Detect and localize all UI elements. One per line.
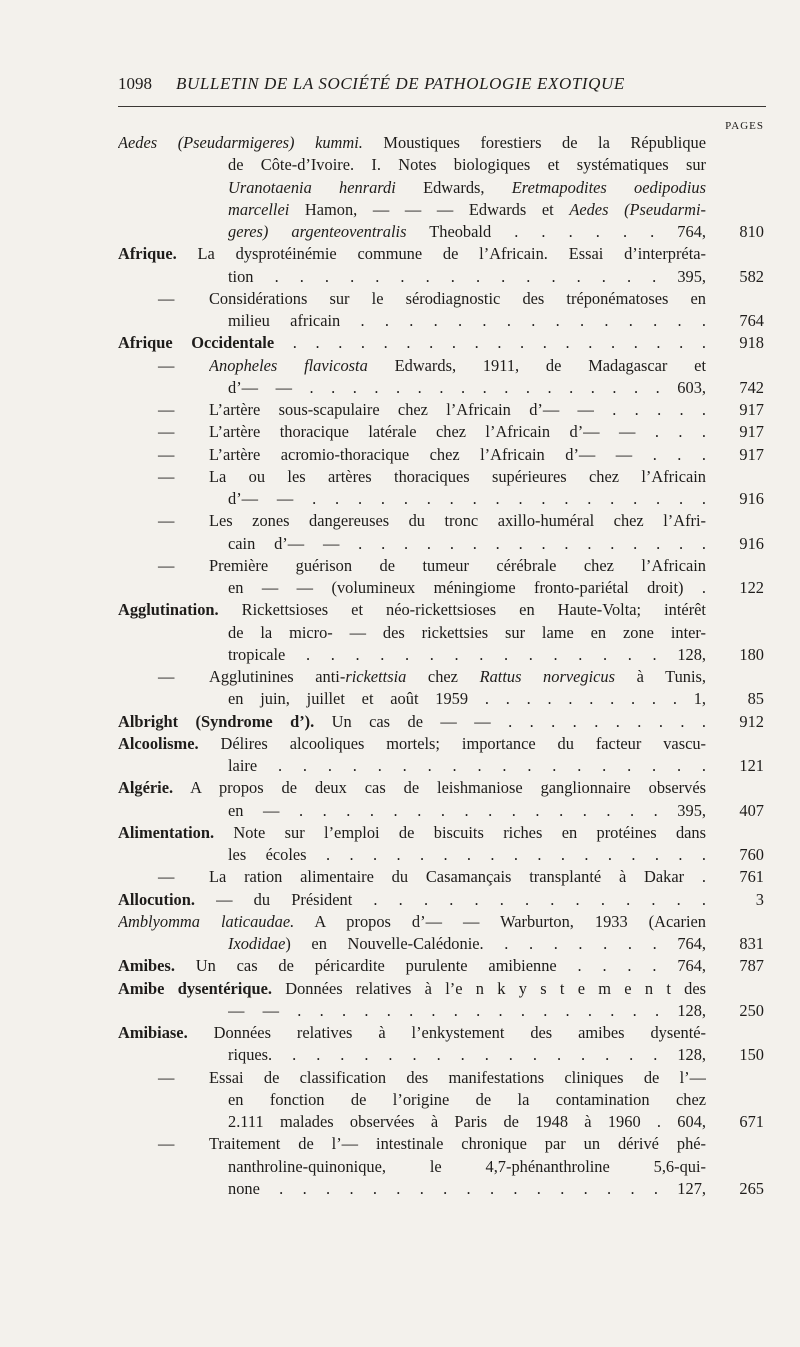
index-line bbox=[0, 288, 800, 310]
index-entry-text: geres) argenteoventralis Theobald . . . . . . 764, bbox=[228, 222, 706, 241]
page-reference: 3 bbox=[755, 889, 764, 909]
page-reference: 671 bbox=[739, 1112, 764, 1131]
page-reference: 916 bbox=[739, 489, 764, 508]
page-reference: 918 bbox=[739, 333, 764, 353]
index-line bbox=[0, 1178, 800, 1200]
index-line bbox=[0, 933, 800, 955]
page-reference: 150 bbox=[739, 1045, 764, 1065]
index-line bbox=[0, 911, 800, 933]
index-entry-text: Traitement de l’— intestinale chronique par un dérivé phé- bbox=[209, 1134, 706, 1154]
index-entry-text: d’— — . . . . . . . . . . . . . . . . . 603, bbox=[228, 377, 706, 397]
index-line bbox=[0, 688, 800, 710]
index-entry-text: Albright (Syndrome d’). Un cas de — — . . . . . . . . . . bbox=[118, 711, 706, 731]
repeat-dash: — bbox=[158, 400, 175, 419]
repeat-dash: — bbox=[158, 422, 175, 442]
index-line bbox=[0, 243, 800, 265]
repeat-dash: — bbox=[158, 288, 175, 308]
index-entry-text: en — — (volumineux méningiome fronto-pariétal droit) . bbox=[228, 578, 706, 597]
index-line bbox=[0, 154, 800, 176]
index-line bbox=[0, 1000, 800, 1022]
index-entry-text: cain d’— — . . . . . . . . . . . . . . . . bbox=[228, 533, 706, 553]
index-entry-text: Agglutinines anti-rickettsia chez Rattus norvegicus à Tunis, bbox=[209, 667, 706, 686]
index-line bbox=[0, 1022, 800, 1044]
page-reference: 265 bbox=[739, 1178, 764, 1198]
page-reference: 121 bbox=[739, 756, 764, 775]
index-entry-text: tropicale . . . . . . . . . . . . . . . 128, bbox=[228, 644, 706, 664]
index-line bbox=[0, 199, 800, 221]
index-entry-text: — — . . . . . . . . . . . . . . . . . 128, bbox=[228, 1000, 706, 1020]
page-reference: 917 bbox=[739, 422, 764, 442]
index-line bbox=[0, 355, 800, 377]
page-reference: 85 bbox=[747, 689, 764, 709]
index-line bbox=[0, 889, 800, 911]
page-reference: 761 bbox=[739, 867, 764, 887]
index-line bbox=[0, 1044, 800, 1066]
index-entry-text: L’artère thoracique latérale chez l’Africain d’— — . . . bbox=[209, 422, 706, 442]
page-reference: 916 bbox=[739, 533, 764, 553]
index-line bbox=[0, 555, 800, 577]
page-reference: 582 bbox=[739, 266, 764, 286]
index-line bbox=[0, 221, 800, 243]
repeat-dash: — bbox=[158, 511, 175, 531]
index-line bbox=[0, 266, 800, 288]
index-line bbox=[0, 978, 800, 1000]
index-line bbox=[0, 777, 800, 799]
repeat-dash: — bbox=[158, 867, 175, 887]
repeat-dash: — bbox=[158, 1134, 175, 1154]
index-line bbox=[0, 666, 800, 688]
index-entry-text: Amibes. Un cas de péricardite purulente amibienne . . . . 764, bbox=[118, 956, 706, 976]
page-reference: 180 bbox=[739, 644, 764, 664]
index-entry-text: nanthroline-quinonique, le 4,7-phénanthroline 5,6-qui- bbox=[228, 1156, 706, 1176]
index-line bbox=[0, 599, 800, 621]
page-reference: 917 bbox=[739, 444, 764, 464]
index-entry-text: Anopheles flavicosta Edwards, 1911, de Madagascar et bbox=[209, 355, 706, 375]
index-entry-text: Allocution. — du Président . . . . . . . . . . . . . . bbox=[118, 889, 706, 909]
index-line bbox=[0, 622, 800, 644]
index-line bbox=[0, 510, 800, 532]
index-entry-text: de Côte-d’Ivoire. I. Notes biologiques et systématiques sur bbox=[228, 155, 706, 175]
index-entry-text: marcellei Hamon, — — — Edwards et Aedes (Pseudarmi- bbox=[228, 199, 706, 219]
page-number: 1098 bbox=[118, 74, 152, 93]
index-entry-text: Aedes (Pseudarmigeres) kummi. Moustiques forestiers de la République bbox=[118, 133, 706, 152]
page-reference: 787 bbox=[739, 956, 764, 976]
index-entry-text: en — . . . . . . . . . . . . . . . . 395, bbox=[228, 800, 706, 820]
index-line bbox=[0, 711, 800, 733]
page-reference: 407 bbox=[739, 800, 764, 820]
index-entry-text: Algérie. A propos de deux cas de leishmaniose ganglionnaire observés bbox=[118, 778, 706, 798]
index-line bbox=[0, 577, 800, 599]
index-entry-text: Ixodidae) en Nouvelle-Calédonie. . . . . . . . 764, bbox=[228, 934, 706, 953]
index-entry-text: 2.111 malades observées à Paris de 1948 à 1960 . 604, bbox=[228, 1112, 706, 1131]
index-entry-text: Uranotaenia henrardi Edwards, Eretmapodites oedipodius bbox=[228, 177, 706, 197]
index-line bbox=[0, 1133, 800, 1155]
index-line bbox=[0, 844, 800, 866]
index-entry-text: milieu africain . . . . . . . . . . . . . . . bbox=[228, 311, 706, 330]
index-entry-text: Alcoolisme. Délires alcooliques mortels; importance du facteur vascu- bbox=[118, 733, 706, 753]
repeat-dash: — bbox=[158, 444, 175, 464]
page-reference: 810 bbox=[739, 222, 764, 241]
repeat-dash: — bbox=[158, 555, 175, 575]
index-entry-text: Considérations sur le sérodiagnostic des tréponématoses en bbox=[209, 288, 706, 308]
index-line bbox=[0, 533, 800, 555]
index-entry-text: Amibe dysentérique. Données relatives à l’e n k y s t e m e n t des bbox=[118, 978, 706, 998]
index-entry-text: tion . . . . . . . . . . . . . . . . 395, bbox=[228, 266, 706, 286]
repeat-dash: — bbox=[158, 466, 175, 486]
index-entry-text: Agglutination. Rickettsioses et néo-rickettsioses en Haute-Volta; intérêt bbox=[118, 600, 706, 620]
header-rule bbox=[118, 106, 766, 107]
index-entry-text: laire . . . . . . . . . . . . . . . . . . bbox=[228, 756, 706, 775]
subject-index bbox=[0, 132, 800, 1200]
repeat-dash: — bbox=[158, 355, 175, 375]
repeat-dash: — bbox=[158, 1067, 175, 1087]
index-line bbox=[0, 1111, 800, 1133]
page-reference: 742 bbox=[739, 377, 764, 397]
index-entry-text: Amibiase. Données relatives à l’enkystement des amibes dysenté- bbox=[118, 1023, 706, 1042]
index-entry-text: d’— — . . . . . . . . . . . . . . . . . . bbox=[228, 489, 706, 508]
index-entry-text: Afrique. La dysprotéinémie commune de l’Africain. Essai d’interpréta- bbox=[118, 244, 706, 264]
index-entry-text: riques. . . . . . . . . . . . . . . . . 128, bbox=[228, 1045, 706, 1065]
index-entry-text: en fonction de l’origine de la contamination chez bbox=[228, 1089, 706, 1109]
pages-column-label: PAGES bbox=[725, 120, 764, 132]
index-line bbox=[0, 822, 800, 844]
index-line bbox=[0, 1156, 800, 1178]
running-header bbox=[118, 74, 766, 94]
index-entry-text: La ration alimentaire du Casamançais transplanté à Dakar . bbox=[209, 867, 706, 887]
page-reference: 760 bbox=[739, 845, 764, 864]
index-line bbox=[0, 644, 800, 666]
index-line bbox=[0, 1067, 800, 1089]
page-reference: 912 bbox=[739, 711, 764, 731]
index-line bbox=[0, 444, 800, 466]
index-entry-text: Amblyomma laticaudae. A propos d’— — Warburton, 1933 (Acarien bbox=[118, 911, 706, 931]
index-line bbox=[0, 332, 800, 354]
index-entry-text: Essai de classification des manifestations cliniques de l’— bbox=[209, 1067, 706, 1087]
index-entry-text: Les zones dangereuses du tronc axillo-huméral chez l’Afri- bbox=[209, 511, 706, 531]
page-reference: 917 bbox=[739, 400, 764, 419]
index-line bbox=[0, 733, 800, 755]
index-line bbox=[0, 399, 800, 421]
index-entry-text: Première guérison de tumeur cérébrale chez l’Africain bbox=[209, 555, 706, 575]
index-entry-text: L’artère acromio-thoracique chez l’Africain d’— — . . . bbox=[209, 444, 706, 464]
page-reference: 764 bbox=[739, 311, 764, 330]
journal-title: BULLETIN DE LA SOCIÉTÉ DE PATHOLOGIE EXOTIQUE bbox=[176, 74, 625, 93]
index-entry-text: none . . . . . . . . . . . . . . . . . 127, bbox=[228, 1178, 706, 1198]
index-line bbox=[0, 132, 800, 154]
index-entry-text: La ou les artères thoraciques supérieures chez l’Africain bbox=[209, 466, 706, 486]
index-entry-text: Afrique Occidentale . . . . . . . . . . . . . . . . . . . bbox=[118, 333, 706, 353]
index-entry-text: en juin, juillet et août 1959 . . . . . . . . . . 1, bbox=[228, 689, 706, 709]
index-entry-text: les écoles . . . . . . . . . . . . . . . . . bbox=[228, 845, 706, 864]
repeat-dash: — bbox=[158, 667, 175, 686]
page-reference: 250 bbox=[739, 1000, 764, 1020]
index-entry-text: de la micro- — des rickettsies sur lame en zone inter- bbox=[228, 622, 706, 642]
index-line bbox=[0, 866, 800, 888]
index-line bbox=[0, 310, 800, 332]
index-line bbox=[0, 755, 800, 777]
index-line bbox=[0, 488, 800, 510]
index-line bbox=[0, 377, 800, 399]
index-entry-text: Alimentation. Note sur l’emploi de biscuits riches en protéines dans bbox=[118, 822, 706, 842]
page-reference: 122 bbox=[739, 578, 764, 597]
index-entry-text: L’artère sous-scapulaire chez l’Africain d’— — . . . . . bbox=[209, 400, 706, 419]
index-line bbox=[0, 177, 800, 199]
page-reference: 831 bbox=[739, 934, 764, 953]
index-line bbox=[0, 955, 800, 977]
index-line bbox=[0, 1089, 800, 1111]
index-line bbox=[0, 800, 800, 822]
index-line bbox=[0, 466, 800, 488]
index-line bbox=[0, 421, 800, 443]
